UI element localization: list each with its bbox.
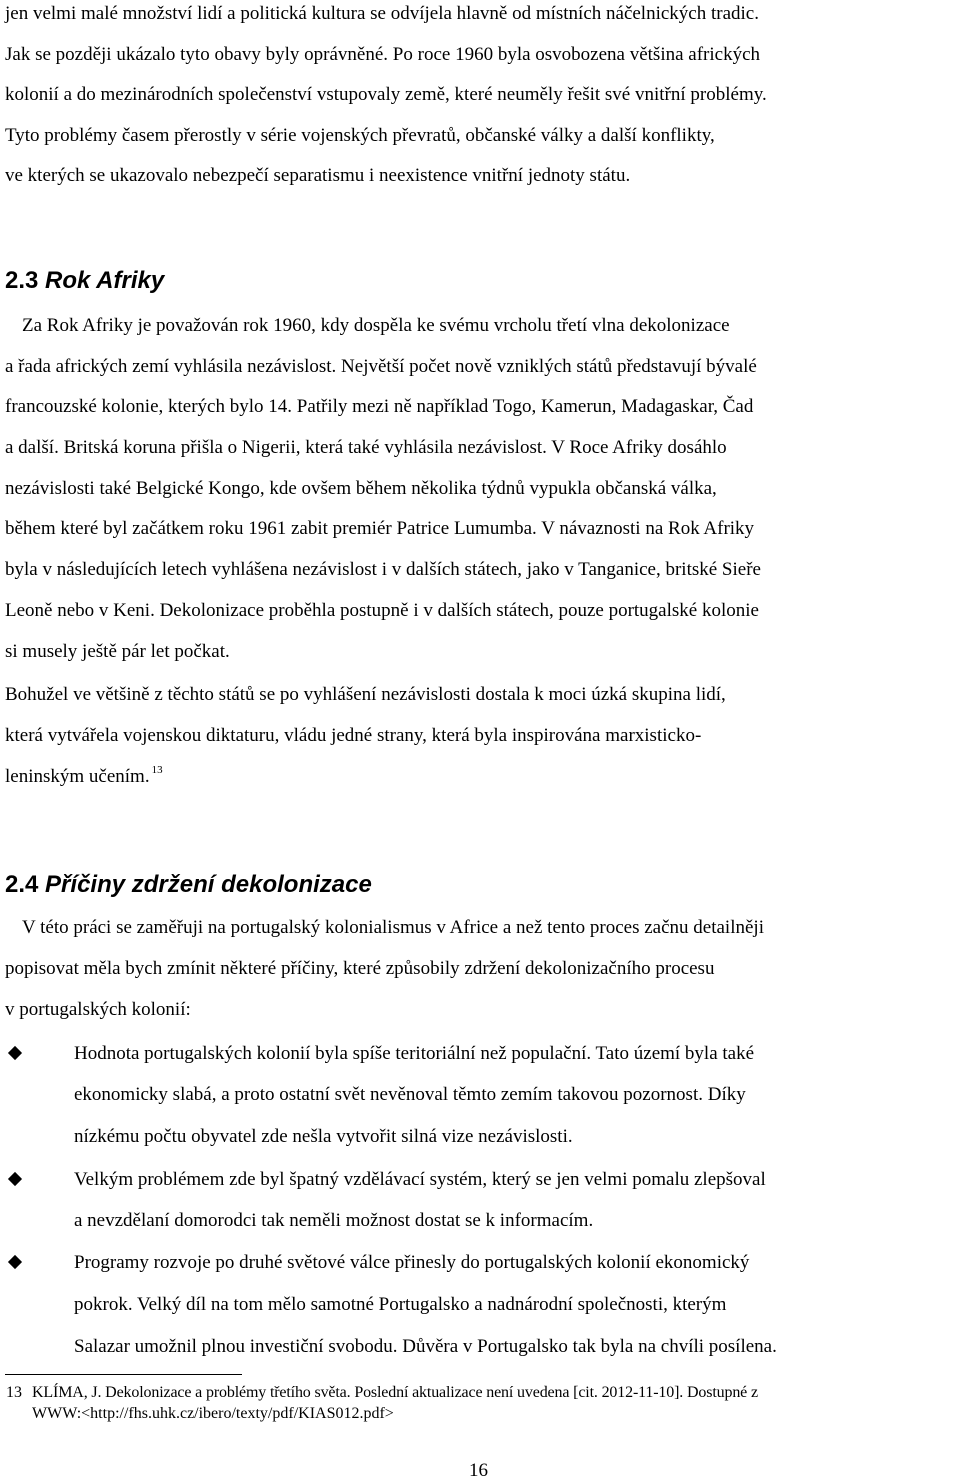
- page-number: 16: [469, 1460, 488, 1481]
- section-heading-2-4: [5, 870, 372, 900]
- intro-line: Tyto problémy časem přerostly v série vojenských převratů, občanské války a další konflikty,: [5, 125, 715, 146]
- footnote-url[interactable]: WWW:<http://fhs.uhk.cz/ibero/texty/pdf/KIAS012.pdf>: [32, 1405, 394, 1422]
- section-number: 2.4: [5, 871, 39, 898]
- intro-line: ve kterých se ukazovalo nebezpečí separatismu i neexistence vnitřní jednoty státu.: [5, 165, 631, 186]
- paragraph-line: která vytvářela vojenskou diktaturu, vládu jedné strany, která byla inspirována marxisticko-: [5, 725, 702, 746]
- intro-line: Jak se později ukázalo tyto obavy byly oprávněné. Po roce 1960 byla osvobozena většina afrických: [5, 44, 761, 65]
- bullet-line: ekonomicky slabá, a proto ostatní svět nevěnoval těmto zemím takovou pozornost. Díky: [74, 1084, 746, 1105]
- diamond-bullet-icon: [8, 1172, 22, 1186]
- section-heading-2-3: [5, 266, 164, 296]
- paragraph-line: Za Rok Afriky je považován rok 1960, kdy dospěla ke svému vrcholu třetí vlna dekolonizace: [22, 315, 730, 336]
- paragraph-line: byla v následujících letech vyhlášena nezávislost i v dalších státech, jako v Tanganice, britské Sieře: [5, 559, 761, 580]
- paragraph-line: popisovat měla bych zmínit některé příčiny, které způsobily zdržení dekolonizačního procesu: [5, 958, 715, 979]
- paragraph-line: Leoně nebo v Keni. Dekolonizace proběhla postupně i v dalších státech, pouze portugalské kolonie: [5, 600, 759, 621]
- paragraph-line: a řada afrických zemí vyhlásila nezávislost. Největší počet nově vzniklých států představují bývalé: [5, 356, 757, 377]
- intro-line: kolonií a do mezinárodních společenství vstupovaly země, které neuměly řešit své vnitřní problémy.: [5, 84, 767, 105]
- section-number: 2.3: [5, 267, 39, 294]
- paragraph-line: v portugalských kolonií:: [5, 999, 191, 1020]
- paragraph-line: francouzské kolonie, kterých bylo 14. Patřily mezi ně například Togo, Kamerun, Madagaskar, Čad: [5, 396, 754, 417]
- footnote-reference[interactable]: 13: [151, 764, 163, 776]
- bullet-line: Salazar umožnil plnou investiční svobodu. Důvěra v Portugalsko tak byla na chvíli posílena.: [74, 1336, 777, 1357]
- bullet-line: a nevzdělaní domorodci tak neměli možnost dostat se k informacím.: [74, 1210, 594, 1231]
- paragraph-line: během které byl začátkem roku 1961 zabit premiér Patrice Lumumba. V návaznosti na Rok Afriky: [5, 518, 755, 539]
- section-title: Příčiny zdržení dekolonizace: [45, 871, 372, 898]
- paragraph-line: leninským učením.: [5, 766, 150, 787]
- section-title: Rok Afriky: [45, 267, 165, 294]
- footnote-text: KLÍMA, J. Dekolonizace a problémy třetího světa. Poslední aktualizace není uvedena [cit. 2012-11-10]. Dostupné z: [32, 1384, 758, 1401]
- diamond-bullet-icon: [8, 1255, 22, 1269]
- intro-line: jen velmi malé množství lidí a politická kultura se odvíjela hlavně od místních náčelnických tradic.: [5, 3, 759, 24]
- diamond-bullet-icon: [8, 1046, 22, 1060]
- bullet-line: nízkému počtu obyvatel zde nešla vytvořit silná vize nezávislosti.: [74, 1126, 573, 1147]
- bullet-line: Hodnota portugalských kolonií byla spíše teritoriální než populační. Tato území byla také: [74, 1043, 755, 1064]
- footnote-number: 13: [6, 1384, 22, 1401]
- paragraph-line: si musely ještě pár let počkat.: [5, 641, 230, 662]
- bullet-line: Programy rozvoje po druhé světové válce přinesly do portugalských kolonií ekonomický: [74, 1252, 750, 1273]
- footnote-separator: [5, 1374, 242, 1375]
- bullet-line: pokrok. Velký díl na tom mělo samotné Portugalsko a nadnárodní společnosti, kterým: [74, 1294, 727, 1315]
- bullet-line: Velkým problémem zde byl špatný vzdělávací systém, který se jen velmi pomalu zlepšoval: [74, 1169, 766, 1190]
- paragraph-line: Bohužel ve většině z těchto států se po vyhlášení nezávislosti dostala k moci úzká skupina lidí,: [5, 684, 726, 705]
- paragraph-line: V této práci se zaměřuji na portugalský kolonialismus v Africe a než tento proces začnu detailněji: [22, 917, 764, 938]
- paragraph-line: nezávislosti také Belgické Kongo, kde ovšem během několika týdnů vypukla občanská válka,: [5, 478, 717, 499]
- paragraph-line-with-footnote: [5, 765, 163, 789]
- paragraph-line: a další. Britská koruna přišla o Nigerii, která také vyhlásila nezávislost. V Roce Afriky dosáhlo: [5, 437, 727, 458]
